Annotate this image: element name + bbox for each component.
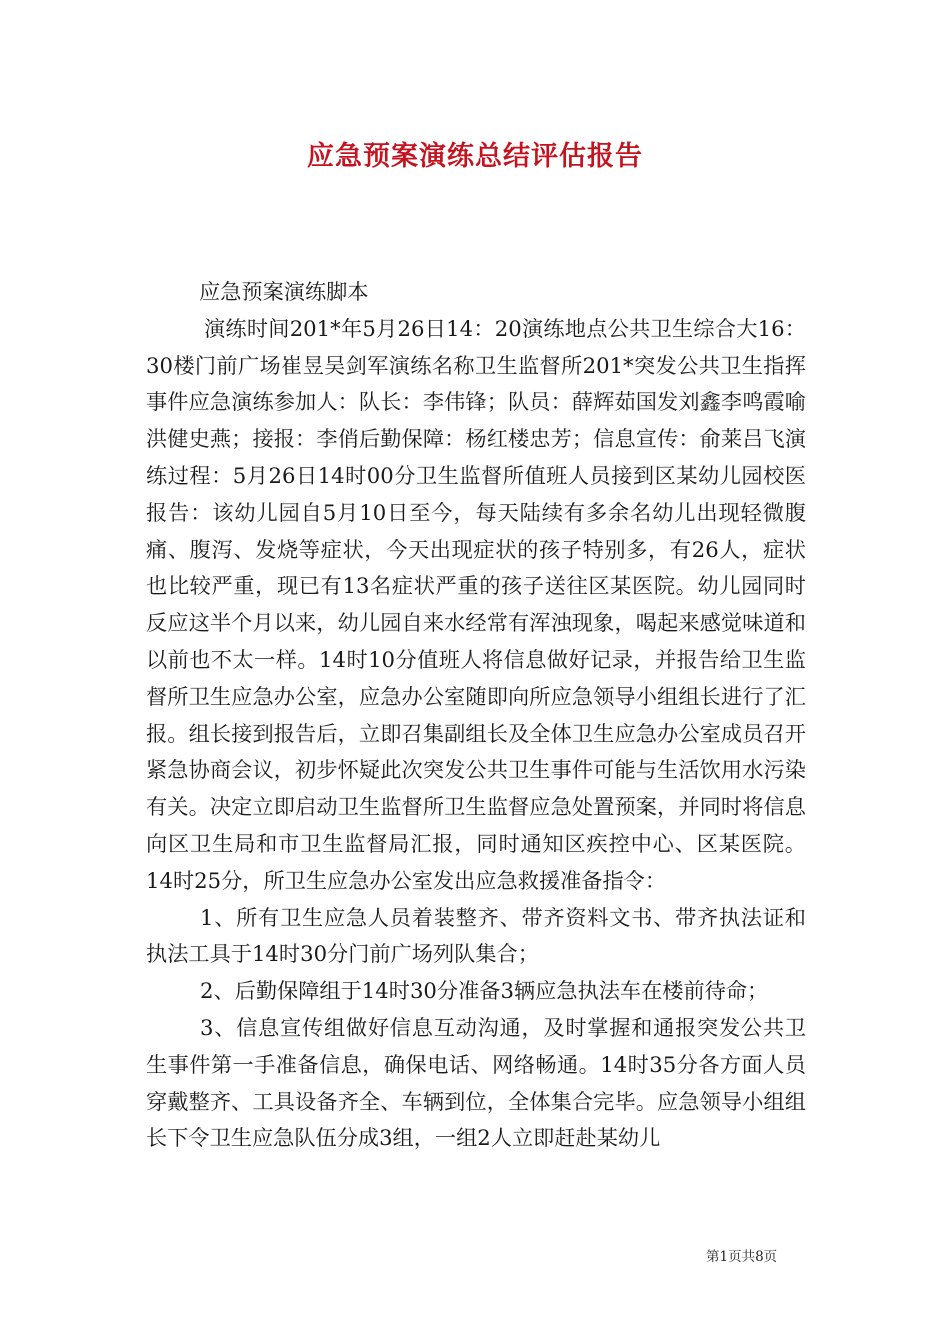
list-item: 2、后勤保障组于14时30分准备3辆应急执法车在楼前待命； — [200, 978, 769, 1004]
list-item: 3、信息宣传组做好信息互动沟通，及时掌握和通报突发公共卫生事件第一手准备信息，确保电话、网络畅通。14时35分各方面人员穿戴整齐、工具设备齐全、车辆到位，全体集合完毕。应急领导小组组长下令卫生应急队伍分成3组，一组2人立即赶赴某幼儿 — [146, 1014, 806, 1151]
list-item: 1、所有卫生应急人员着装整齐、带齐资料文书、带齐执法证和执法工具于14时30分门前广场列队集合； — [146, 904, 806, 967]
body-paragraph: 演练时间201*年5月26日14：20演练地点公共卫生综合大16：30楼门前广场崔昱吴剑军演练名称卫生监督所201*突发公共卫生指挥事件应急演练参加人：队长：李伟锋；队员：薛辉茹国发刘鑫李鸣霞喻洪健史燕；接报：李俏后勤保障：杨红楼忠芳；信息宣传：俞莱吕飞演练过程：5月26日14时00分卫生监督所值班人员接到区某幼儿园校医报告：该幼儿园自5月10日至今，每天陆续有多余名幼儿出现轻微腹痛、腹泻、发烧等症状，今天出现症状的孩子特别多，有26人，症状也比较严重，现已有13名症状严重的孩子送往区某医院。幼儿园同时反应这半个月以来，幼儿园自来水经常有浑浊现象，喝起来感觉味道和以前也不太一样。14时10分值班人将信息做好记录，并报告给卫生监督所卫生应急办公室，应急办公室随即向所应急领导小组组长进行了汇报。组长接到报告后，立即召集副组长及全体卫生应急办公室成员召开紧急协商会议，初步怀疑此次突发公共卫生事件可能与生活饮用水污染有关。决定立即启动卫生监督所卫生监督应急处置预案，并同时将信息向区卫生局和市卫生监督局汇报，同时通知区疾控中心、区某医院。14时25分，所卫生应急办公室发出应急救援准备指令： — [146, 315, 806, 893]
section-heading: 应急预案演练脚本 — [199, 279, 369, 304]
document-body — [146, 274, 806, 1157]
document-title: 应急预案演练总结评估报告 — [307, 141, 643, 172]
page-number-footer: 第1页共8页 — [706, 1249, 778, 1265]
